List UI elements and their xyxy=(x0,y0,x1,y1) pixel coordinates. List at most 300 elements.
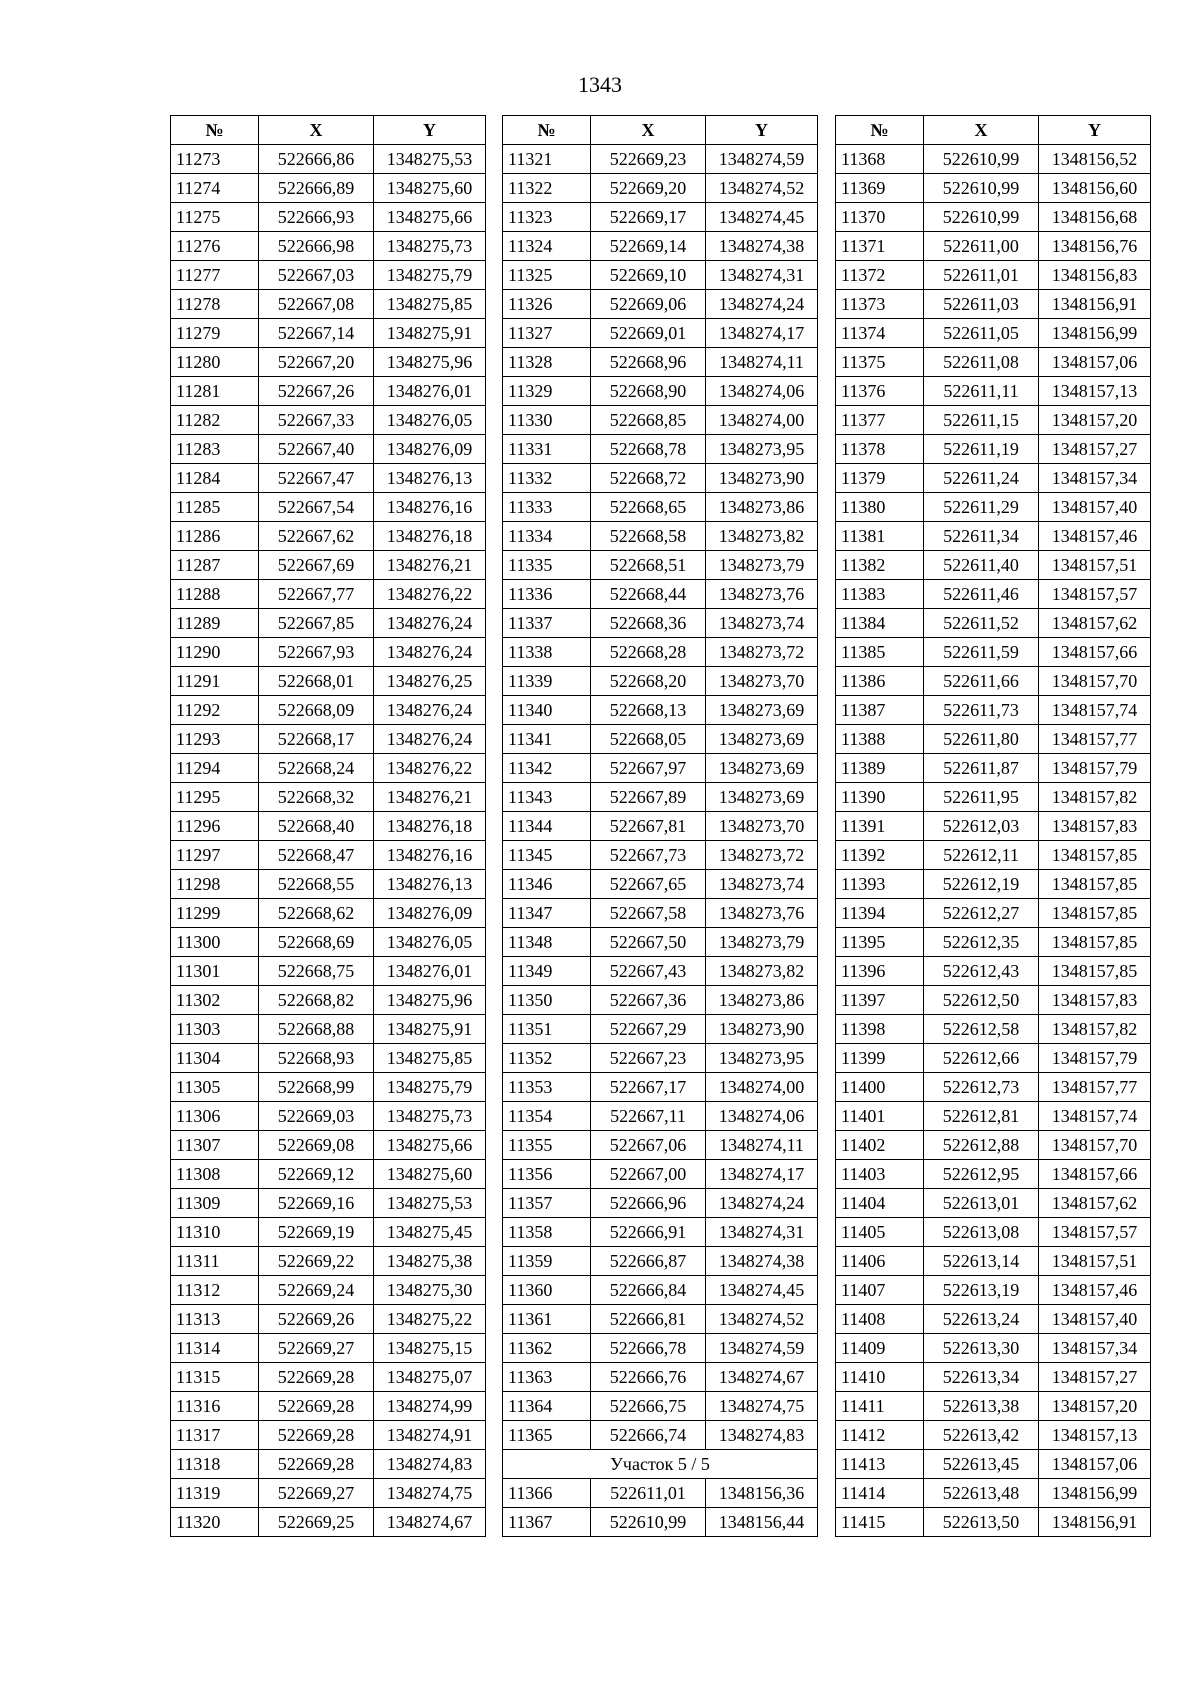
table-row xyxy=(836,1044,1151,1073)
y-coordinate-cell: 1348156,91 xyxy=(1039,1508,1151,1537)
point-number-cell: 11318 xyxy=(171,1450,259,1479)
x-coordinate-cell: 522669,14 xyxy=(591,232,706,261)
y-coordinate-cell: 1348157,66 xyxy=(1039,638,1151,667)
table-row xyxy=(836,783,1151,812)
table-row xyxy=(503,1189,818,1218)
x-coordinate-cell: 522668,96 xyxy=(591,348,706,377)
y-coordinate-cell: 1348273,82 xyxy=(706,522,818,551)
header-x: X xyxy=(924,116,1039,145)
point-number-cell: 11394 xyxy=(836,899,924,928)
table-row xyxy=(171,377,486,406)
y-coordinate-cell: 1348274,52 xyxy=(706,1305,818,1334)
table-row xyxy=(503,1073,818,1102)
point-number-cell: 11392 xyxy=(836,841,924,870)
table-row xyxy=(503,667,818,696)
x-coordinate-cell: 522612,19 xyxy=(924,870,1039,899)
header-x: X xyxy=(591,116,706,145)
y-coordinate-cell: 1348275,22 xyxy=(374,1305,486,1334)
table-row xyxy=(503,1131,818,1160)
x-coordinate-cell: 522668,85 xyxy=(591,406,706,435)
x-coordinate-cell: 522613,45 xyxy=(924,1450,1039,1479)
y-coordinate-cell: 1348157,77 xyxy=(1039,1073,1151,1102)
point-number-cell: 11342 xyxy=(503,754,591,783)
x-coordinate-cell: 522669,08 xyxy=(259,1131,374,1160)
table-row xyxy=(503,638,818,667)
x-coordinate-cell: 522667,29 xyxy=(591,1015,706,1044)
point-number-cell: 11314 xyxy=(171,1334,259,1363)
x-coordinate-cell: 522667,62 xyxy=(259,522,374,551)
point-number-cell: 11391 xyxy=(836,812,924,841)
y-coordinate-cell: 1348273,69 xyxy=(706,725,818,754)
y-coordinate-cell: 1348276,16 xyxy=(374,493,486,522)
x-coordinate-cell: 522613,19 xyxy=(924,1276,1039,1305)
y-coordinate-cell: 1348276,05 xyxy=(374,406,486,435)
y-coordinate-cell: 1348157,62 xyxy=(1039,609,1151,638)
point-number-cell: 11321 xyxy=(503,145,591,174)
table-row xyxy=(171,986,486,1015)
y-coordinate-cell: 1348157,85 xyxy=(1039,870,1151,899)
table-row xyxy=(171,1450,486,1479)
table-row xyxy=(171,522,486,551)
y-coordinate-cell: 1348157,85 xyxy=(1039,957,1151,986)
point-number-cell: 11414 xyxy=(836,1479,924,1508)
point-number-cell: 11301 xyxy=(171,957,259,986)
x-coordinate-cell: 522610,99 xyxy=(924,145,1039,174)
x-coordinate-cell: 522668,55 xyxy=(259,870,374,899)
table-row xyxy=(171,435,486,464)
table-row xyxy=(503,406,818,435)
y-coordinate-cell: 1348275,45 xyxy=(374,1218,486,1247)
x-coordinate-cell: 522667,06 xyxy=(591,1131,706,1160)
point-number-cell: 11294 xyxy=(171,754,259,783)
y-coordinate-cell: 1348274,75 xyxy=(374,1479,486,1508)
table-header-row xyxy=(836,116,1151,145)
y-coordinate-cell: 1348275,85 xyxy=(374,290,486,319)
x-coordinate-cell: 522668,88 xyxy=(259,1015,374,1044)
y-coordinate-cell: 1348274,31 xyxy=(706,261,818,290)
x-coordinate-cell: 522612,81 xyxy=(924,1102,1039,1131)
table-row xyxy=(503,1160,818,1189)
x-coordinate-cell: 522613,50 xyxy=(924,1508,1039,1537)
y-coordinate-cell: 1348273,69 xyxy=(706,783,818,812)
table-row xyxy=(503,232,818,261)
point-number-cell: 11365 xyxy=(503,1421,591,1450)
point-number-cell: 11351 xyxy=(503,1015,591,1044)
point-number-cell: 11291 xyxy=(171,667,259,696)
y-coordinate-cell: 1348157,13 xyxy=(1039,377,1151,406)
table-row xyxy=(503,174,818,203)
table-row xyxy=(171,319,486,348)
point-number-cell: 11278 xyxy=(171,290,259,319)
point-number-cell: 11353 xyxy=(503,1073,591,1102)
table-row xyxy=(836,319,1151,348)
point-number-cell: 11369 xyxy=(836,174,924,203)
x-coordinate-cell: 522611,19 xyxy=(924,435,1039,464)
x-coordinate-cell: 522669,16 xyxy=(259,1189,374,1218)
point-number-cell: 11377 xyxy=(836,406,924,435)
header-number: № xyxy=(503,116,591,145)
header-y: Y xyxy=(1039,116,1151,145)
table-row xyxy=(836,145,1151,174)
y-coordinate-cell: 1348157,06 xyxy=(1039,1450,1151,1479)
page-number: 1343 xyxy=(578,72,622,97)
table-row xyxy=(171,1334,486,1363)
x-coordinate-cell: 522669,27 xyxy=(259,1334,374,1363)
header-number: № xyxy=(836,116,924,145)
point-number-cell: 11332 xyxy=(503,464,591,493)
y-coordinate-cell: 1348274,38 xyxy=(706,232,818,261)
x-coordinate-cell: 522612,58 xyxy=(924,1015,1039,1044)
y-coordinate-cell: 1348157,77 xyxy=(1039,725,1151,754)
y-coordinate-cell: 1348156,76 xyxy=(1039,232,1151,261)
point-number-cell: 11406 xyxy=(836,1247,924,1276)
point-number-cell: 11378 xyxy=(836,435,924,464)
x-coordinate-cell: 522667,40 xyxy=(259,435,374,464)
x-coordinate-cell: 522667,11 xyxy=(591,1102,706,1131)
table-row xyxy=(836,899,1151,928)
point-number-cell: 11359 xyxy=(503,1247,591,1276)
point-number-cell: 11273 xyxy=(171,145,259,174)
table-row xyxy=(503,928,818,957)
y-coordinate-cell: 1348157,74 xyxy=(1039,696,1151,725)
table-row xyxy=(836,1160,1151,1189)
y-coordinate-cell: 1348274,91 xyxy=(374,1421,486,1450)
point-number-cell: 11383 xyxy=(836,580,924,609)
table-row xyxy=(503,1015,818,1044)
y-coordinate-cell: 1348156,36 xyxy=(706,1479,818,1508)
point-number-cell: 11366 xyxy=(503,1479,591,1508)
table-row xyxy=(171,1363,486,1392)
y-coordinate-cell: 1348274,45 xyxy=(706,1276,818,1305)
point-number-cell: 11355 xyxy=(503,1131,591,1160)
table-row xyxy=(171,667,486,696)
point-number-cell: 11382 xyxy=(836,551,924,580)
point-number-cell: 11341 xyxy=(503,725,591,754)
x-coordinate-cell: 522666,96 xyxy=(591,1189,706,1218)
table-row xyxy=(836,1479,1151,1508)
table-row xyxy=(836,435,1151,464)
x-coordinate-cell: 522611,59 xyxy=(924,638,1039,667)
x-coordinate-cell: 522668,47 xyxy=(259,841,374,870)
x-coordinate-cell: 522668,24 xyxy=(259,754,374,783)
point-number-cell: 11379 xyxy=(836,464,924,493)
x-coordinate-cell: 522667,26 xyxy=(259,377,374,406)
table-row xyxy=(836,696,1151,725)
point-number-cell: 11305 xyxy=(171,1073,259,1102)
table-row xyxy=(171,1015,486,1044)
x-coordinate-cell: 522669,03 xyxy=(259,1102,374,1131)
y-coordinate-cell: 1348276,24 xyxy=(374,638,486,667)
y-coordinate-cell: 1348156,44 xyxy=(706,1508,818,1537)
y-coordinate-cell: 1348273,86 xyxy=(706,986,818,1015)
table-row xyxy=(836,957,1151,986)
table-row xyxy=(836,406,1151,435)
x-coordinate-cell: 522669,26 xyxy=(259,1305,374,1334)
x-coordinate-cell: 522611,87 xyxy=(924,754,1039,783)
y-coordinate-cell: 1348157,51 xyxy=(1039,551,1151,580)
point-number-cell: 11380 xyxy=(836,493,924,522)
header-y: Y xyxy=(374,116,486,145)
point-number-cell: 11276 xyxy=(171,232,259,261)
x-coordinate-cell: 522613,14 xyxy=(924,1247,1039,1276)
point-number-cell: 11402 xyxy=(836,1131,924,1160)
point-number-cell: 11376 xyxy=(836,377,924,406)
x-coordinate-cell: 522666,93 xyxy=(259,203,374,232)
point-number-cell: 11283 xyxy=(171,435,259,464)
y-coordinate-cell: 1348274,83 xyxy=(706,1421,818,1450)
table-row xyxy=(836,232,1151,261)
point-number-cell: 11385 xyxy=(836,638,924,667)
y-coordinate-cell: 1348276,24 xyxy=(374,696,486,725)
table-row xyxy=(171,145,486,174)
x-coordinate-cell: 522668,82 xyxy=(259,986,374,1015)
y-coordinate-cell: 1348275,91 xyxy=(374,1015,486,1044)
header-x: X xyxy=(259,116,374,145)
x-coordinate-cell: 522668,69 xyxy=(259,928,374,957)
point-number-cell: 11396 xyxy=(836,957,924,986)
point-number-cell: 11309 xyxy=(171,1189,259,1218)
y-coordinate-cell: 1348275,73 xyxy=(374,1102,486,1131)
y-coordinate-cell: 1348275,79 xyxy=(374,261,486,290)
x-coordinate-cell: 522667,89 xyxy=(591,783,706,812)
point-number-cell: 11405 xyxy=(836,1218,924,1247)
x-coordinate-cell: 522667,33 xyxy=(259,406,374,435)
point-number-cell: 11415 xyxy=(836,1508,924,1537)
point-number-cell: 11388 xyxy=(836,725,924,754)
x-coordinate-cell: 522668,58 xyxy=(591,522,706,551)
y-coordinate-cell: 1348276,13 xyxy=(374,464,486,493)
point-number-cell: 11298 xyxy=(171,870,259,899)
y-coordinate-cell: 1348275,79 xyxy=(374,1073,486,1102)
x-coordinate-cell: 522668,65 xyxy=(591,493,706,522)
table-row xyxy=(503,377,818,406)
x-coordinate-cell: 522613,38 xyxy=(924,1392,1039,1421)
table-row xyxy=(171,203,486,232)
y-coordinate-cell: 1348274,06 xyxy=(706,377,818,406)
table-row xyxy=(503,696,818,725)
point-number-cell: 11304 xyxy=(171,1044,259,1073)
point-number-cell: 11303 xyxy=(171,1015,259,1044)
y-coordinate-cell: 1348273,70 xyxy=(706,667,818,696)
y-coordinate-cell: 1348276,21 xyxy=(374,551,486,580)
x-coordinate-cell: 522611,40 xyxy=(924,551,1039,580)
table-row xyxy=(503,783,818,812)
x-coordinate-cell: 522611,80 xyxy=(924,725,1039,754)
y-coordinate-cell: 1348273,79 xyxy=(706,928,818,957)
point-number-cell: 11375 xyxy=(836,348,924,377)
point-number-cell: 11346 xyxy=(503,870,591,899)
header-number: № xyxy=(171,116,259,145)
x-coordinate-cell: 522668,93 xyxy=(259,1044,374,1073)
y-coordinate-cell: 1348157,34 xyxy=(1039,464,1151,493)
table-row xyxy=(503,522,818,551)
coordinates-table-1 xyxy=(170,115,486,1537)
table-row xyxy=(836,174,1151,203)
y-coordinate-cell: 1348276,09 xyxy=(374,435,486,464)
point-number-cell: 11350 xyxy=(503,986,591,1015)
y-coordinate-cell: 1348157,06 xyxy=(1039,348,1151,377)
table-row xyxy=(503,145,818,174)
x-coordinate-cell: 522612,73 xyxy=(924,1073,1039,1102)
x-coordinate-cell: 522669,01 xyxy=(591,319,706,348)
x-coordinate-cell: 522668,05 xyxy=(591,725,706,754)
x-coordinate-cell: 522667,08 xyxy=(259,290,374,319)
y-coordinate-cell: 1348274,75 xyxy=(706,1392,818,1421)
x-coordinate-cell: 522667,00 xyxy=(591,1160,706,1189)
x-coordinate-cell: 522667,85 xyxy=(259,609,374,638)
table-header-row xyxy=(503,116,818,145)
y-coordinate-cell: 1348275,60 xyxy=(374,174,486,203)
x-coordinate-cell: 522666,74 xyxy=(591,1421,706,1450)
point-number-cell: 11284 xyxy=(171,464,259,493)
x-coordinate-cell: 522667,97 xyxy=(591,754,706,783)
y-coordinate-cell: 1348275,53 xyxy=(374,1189,486,1218)
point-number-cell: 11319 xyxy=(171,1479,259,1508)
y-coordinate-cell: 1348273,82 xyxy=(706,957,818,986)
point-number-cell: 11311 xyxy=(171,1247,259,1276)
point-number-cell: 11360 xyxy=(503,1276,591,1305)
x-coordinate-cell: 522668,01 xyxy=(259,667,374,696)
x-coordinate-cell: 522666,98 xyxy=(259,232,374,261)
x-coordinate-cell: 522666,78 xyxy=(591,1334,706,1363)
table-row xyxy=(171,870,486,899)
y-coordinate-cell: 1348275,15 xyxy=(374,1334,486,1363)
table-row xyxy=(503,1247,818,1276)
y-coordinate-cell: 1348276,05 xyxy=(374,928,486,957)
table-row xyxy=(171,1479,486,1508)
x-coordinate-cell: 522668,28 xyxy=(591,638,706,667)
x-coordinate-cell: 522669,23 xyxy=(591,145,706,174)
y-coordinate-cell: 1348275,91 xyxy=(374,319,486,348)
y-coordinate-cell: 1348157,27 xyxy=(1039,435,1151,464)
table-row xyxy=(503,1305,818,1334)
point-number-cell: 11401 xyxy=(836,1102,924,1131)
x-coordinate-cell: 522612,88 xyxy=(924,1131,1039,1160)
y-coordinate-cell: 1348157,82 xyxy=(1039,783,1151,812)
table-row xyxy=(836,580,1151,609)
x-coordinate-cell: 522668,62 xyxy=(259,899,374,928)
y-coordinate-cell: 1348273,90 xyxy=(706,464,818,493)
x-coordinate-cell: 522666,86 xyxy=(259,145,374,174)
y-coordinate-cell: 1348274,11 xyxy=(706,348,818,377)
x-coordinate-cell: 522611,29 xyxy=(924,493,1039,522)
x-coordinate-cell: 522611,01 xyxy=(924,261,1039,290)
y-coordinate-cell: 1348157,85 xyxy=(1039,928,1151,957)
y-coordinate-cell: 1348276,18 xyxy=(374,522,486,551)
y-coordinate-cell: 1348274,06 xyxy=(706,1102,818,1131)
table-row xyxy=(503,290,818,319)
y-coordinate-cell: 1348273,72 xyxy=(706,638,818,667)
x-coordinate-cell: 522610,99 xyxy=(924,203,1039,232)
y-coordinate-cell: 1348276,01 xyxy=(374,957,486,986)
point-number-cell: 11408 xyxy=(836,1305,924,1334)
y-coordinate-cell: 1348273,69 xyxy=(706,696,818,725)
point-number-cell: 11300 xyxy=(171,928,259,957)
point-number-cell: 11395 xyxy=(836,928,924,957)
point-number-cell: 11302 xyxy=(171,986,259,1015)
y-coordinate-cell: 1348276,16 xyxy=(374,841,486,870)
y-coordinate-cell: 1348274,67 xyxy=(374,1508,486,1537)
table-row xyxy=(503,493,818,522)
table-row xyxy=(503,1218,818,1247)
point-number-cell: 11357 xyxy=(503,1189,591,1218)
point-number-cell: 11287 xyxy=(171,551,259,580)
point-number-cell: 11277 xyxy=(171,261,259,290)
x-coordinate-cell: 522669,20 xyxy=(591,174,706,203)
x-coordinate-cell: 522668,36 xyxy=(591,609,706,638)
y-coordinate-cell: 1348157,13 xyxy=(1039,1421,1151,1450)
table-row xyxy=(171,638,486,667)
x-coordinate-cell: 522668,44 xyxy=(591,580,706,609)
coordinates-table-3 xyxy=(835,115,1151,1537)
point-number-cell: 11398 xyxy=(836,1015,924,1044)
x-coordinate-cell: 522667,65 xyxy=(591,870,706,899)
x-coordinate-cell: 522669,27 xyxy=(259,1479,374,1508)
point-number-cell: 11281 xyxy=(171,377,259,406)
y-coordinate-cell: 1348273,70 xyxy=(706,812,818,841)
table-row xyxy=(171,754,486,783)
y-coordinate-cell: 1348274,45 xyxy=(706,203,818,232)
x-coordinate-cell: 522666,81 xyxy=(591,1305,706,1334)
x-coordinate-cell: 522613,30 xyxy=(924,1334,1039,1363)
section-row xyxy=(503,1450,818,1479)
y-coordinate-cell: 1348273,90 xyxy=(706,1015,818,1044)
coordinates-table-2 xyxy=(502,115,818,1537)
table-row xyxy=(836,464,1151,493)
x-coordinate-cell: 522668,78 xyxy=(591,435,706,464)
y-coordinate-cell: 1348274,59 xyxy=(706,1334,818,1363)
y-coordinate-cell: 1348157,46 xyxy=(1039,1276,1151,1305)
table-row xyxy=(171,1508,486,1537)
table-row xyxy=(171,841,486,870)
point-number-cell: 11404 xyxy=(836,1189,924,1218)
x-coordinate-cell: 522668,13 xyxy=(591,696,706,725)
table-row xyxy=(836,1102,1151,1131)
point-number-cell: 11407 xyxy=(836,1276,924,1305)
table-row xyxy=(503,609,818,638)
table-row xyxy=(836,1189,1151,1218)
x-coordinate-cell: 522612,50 xyxy=(924,986,1039,1015)
table-row xyxy=(836,1015,1151,1044)
x-coordinate-cell: 522613,34 xyxy=(924,1363,1039,1392)
point-number-cell: 11323 xyxy=(503,203,591,232)
x-coordinate-cell: 522610,99 xyxy=(924,174,1039,203)
x-coordinate-cell: 522668,75 xyxy=(259,957,374,986)
x-coordinate-cell: 522666,87 xyxy=(591,1247,706,1276)
y-coordinate-cell: 1348274,83 xyxy=(374,1450,486,1479)
point-number-cell: 11386 xyxy=(836,667,924,696)
y-coordinate-cell: 1348156,52 xyxy=(1039,145,1151,174)
point-number-cell: 11413 xyxy=(836,1450,924,1479)
table-row xyxy=(171,1421,486,1450)
point-number-cell: 11399 xyxy=(836,1044,924,1073)
table-row xyxy=(503,1044,818,1073)
table-row xyxy=(171,1218,486,1247)
point-number-cell: 11293 xyxy=(171,725,259,754)
x-coordinate-cell: 522611,00 xyxy=(924,232,1039,261)
point-number-cell: 11315 xyxy=(171,1363,259,1392)
y-coordinate-cell: 1348273,69 xyxy=(706,754,818,783)
y-coordinate-cell: 1348273,74 xyxy=(706,870,818,899)
x-coordinate-cell: 522667,77 xyxy=(259,580,374,609)
point-number-cell: 11389 xyxy=(836,754,924,783)
point-number-cell: 11349 xyxy=(503,957,591,986)
y-coordinate-cell: 1348274,59 xyxy=(706,145,818,174)
table-row xyxy=(503,551,818,580)
point-number-cell: 11327 xyxy=(503,319,591,348)
x-coordinate-cell: 522611,34 xyxy=(924,522,1039,551)
point-number-cell: 11279 xyxy=(171,319,259,348)
